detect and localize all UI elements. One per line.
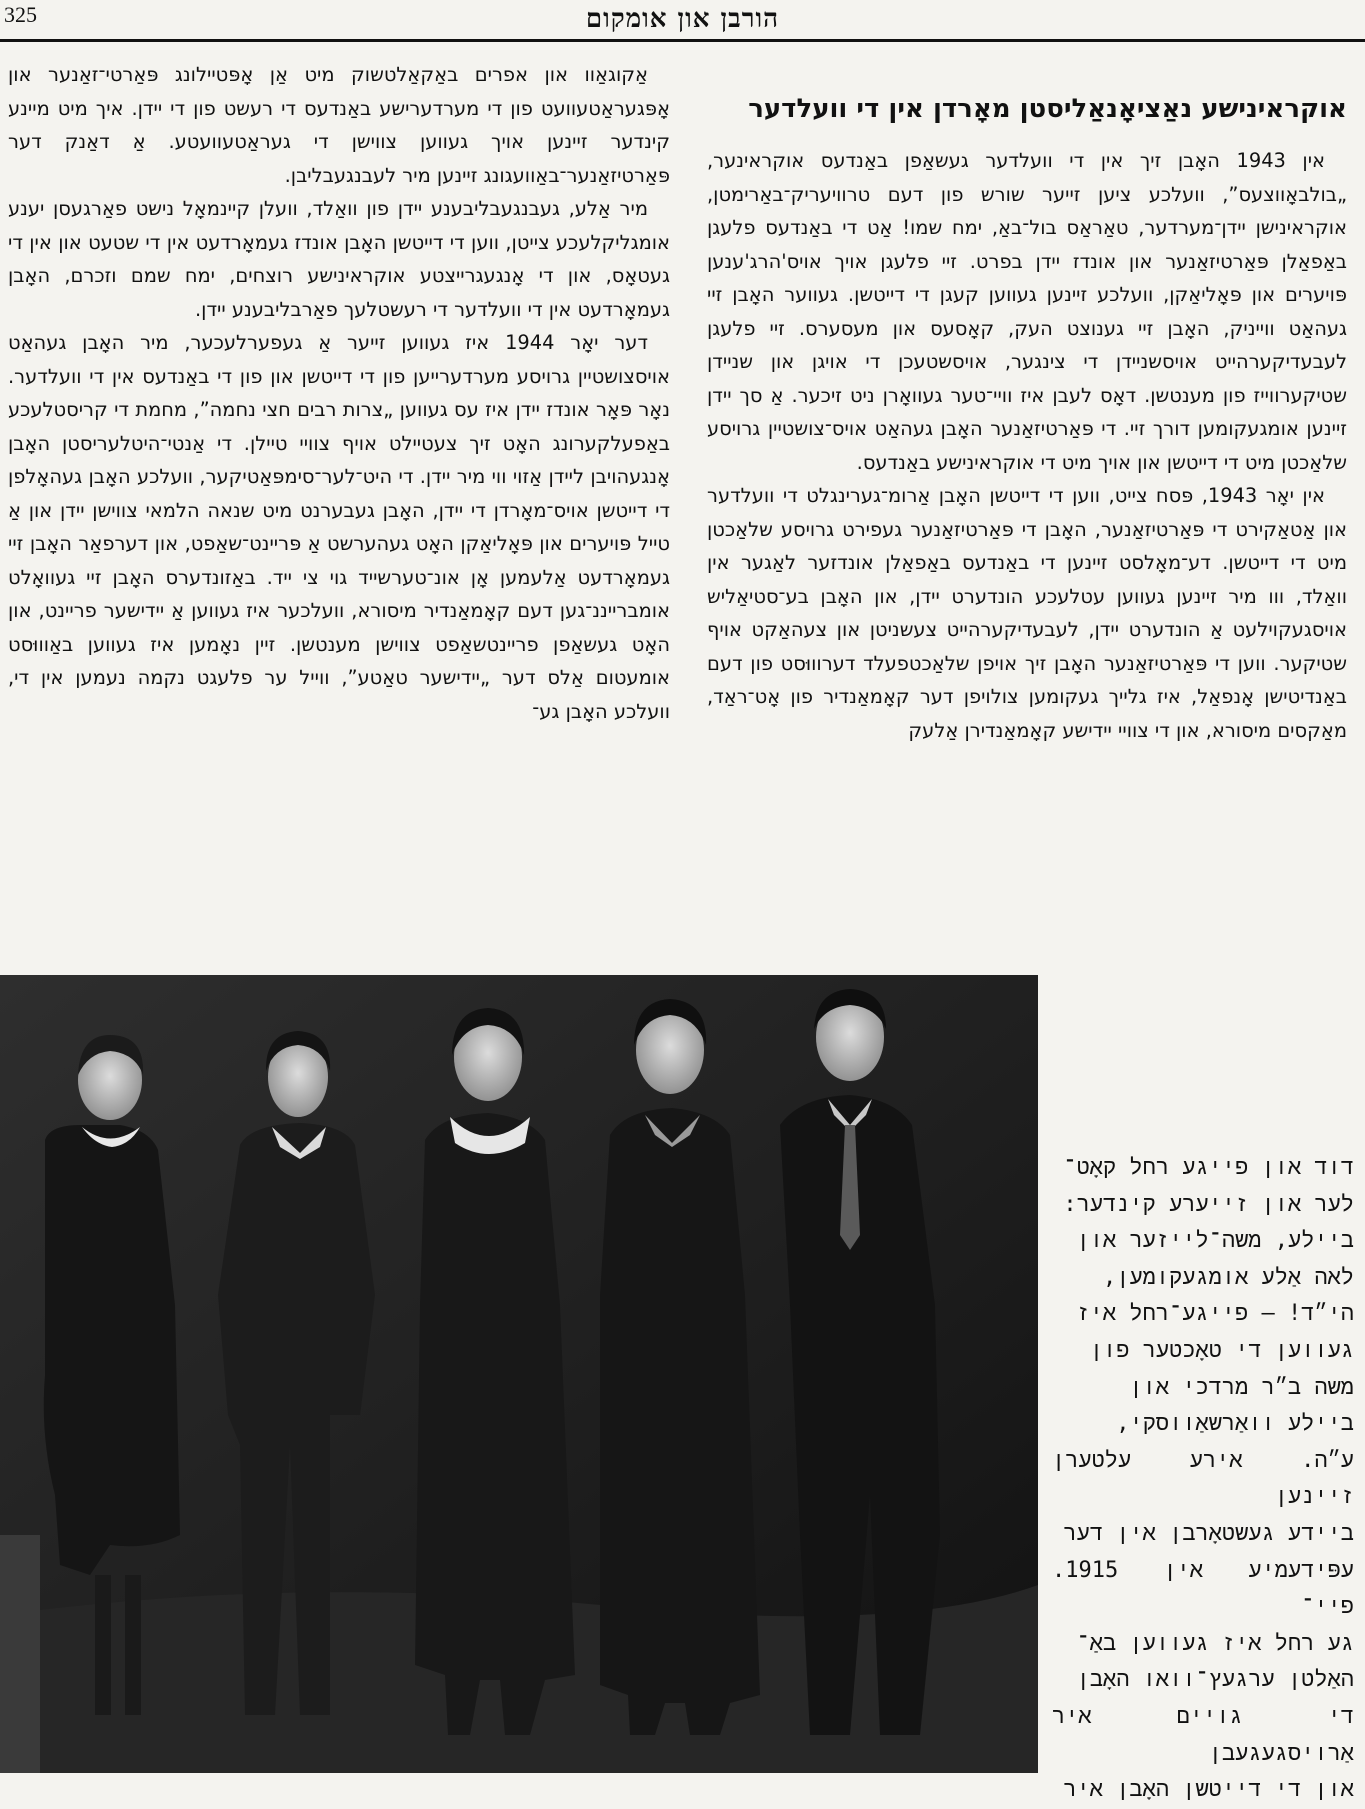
page-number: 325 [4,2,37,28]
header-rule [0,39,1365,42]
running-title: הורבן און אומקום [0,4,1365,34]
paragraph: מיר אַלע, געבנגעבליבענע יידן פון וואַלד, וועלן קיינמאָל נישט פאַרגעסן יענע אומגליקלעכע צייטן, ווען די דייטשן האָבן אונדז געמאָרדעט אין די שטעט און אין די געטאָס, און די אָנגעגרייצטע אוקראינישע רוצחים, ימח שמם וזכרם, האָבן געמאָרדעט אין די וועלדער די רעשטלעך פאַרבליבענע יידן. [8,192,670,326]
photo-caption [1052,1150,1354,1809]
caption-line: לאה אַלע אומגעקומען, [1052,1260,1354,1297]
caption-line: ביידע געשטאָרבן אין דער [1052,1516,1354,1553]
paragraph: אין 1943 האָבן זיך אין די וועלדער געשאַפן באַנדעס אוקראינער, „בולבאָווצעס”, וועלכע ציען זייער שורש פון דעם טרוויעריק־באַרימטן, אוקראינישן יידן־מערדער, טאַראַס בול־באַ, ימח שמו! אַט די באַנדעס פלעגן באַפאַלן פּאַרטיזאַנער און אונדז יידן בפרט. זיי פלעגן אויך אויס'הרג'ענען פּויערים און פּאָליאַקן, וועלכע זיינען געווען קעגן די דייטשן. געווער האָבן זיי געהאַט ווייניק, האָבן זיי גענוצט העק, קאָסעס און מעסערס. זיי פלעגן לעבעדיקערהייט אויסשניידן די צינגער, אויסשטעכן די אויגן און שניידן שטיקערווייז פון מענטשן. דאָס לעבן איז וויי־טער געוואָרן ניט זיכער. אַ סך יידן זיינען אומגעקומען דורך זיי. די פּאַרטיזאַנער האָבן געהאַט אויס־צושטיין גרויסע שלאַכטן מיט די דייטשן און אויך מיט די אוקראינישע באַנדעס. [707,144,1347,479]
caption-line: ביילע וואַרשאַווסקי, [1052,1406,1354,1443]
caption-line: און די דייטשן האָבן איר [1052,1772,1354,1809]
running-head [0,0,1365,40]
caption-line: ביילע, משה־לייזער און [1052,1223,1354,1260]
caption-line: הי״ד! — פייגע־רחל איז [1052,1296,1354,1333]
paragraph: אַקוגאַוו און אפרים באַקאַלטשוק מיט אַן אָפּטיילונג פּאַרטי־זאַנער און אָפּגעראַטעוועט פון די מערדערישע באַנדעס די רעשט פון די יידן. איך מיט מיינע קינדער זיינען אויך געווען צווישן די געראַטעוועטע. אַ דאַנק דער פּאַרטיזאַנער־באַוועגונג זיינען מיר לעבנגעבליבן. [8,58,670,192]
left-column [8,58,670,728]
caption-line: האַלטן ערגעץ־וואו האָבן [1052,1662,1354,1699]
family-photograph [0,975,1038,1773]
right-column [707,78,1347,747]
caption-line: דוד און פייגע רחל קאָט־ [1052,1150,1354,1187]
photo-illustration [0,975,1038,1773]
caption-line: עפּידעמיע אין 1915. פיי־ [1052,1553,1354,1626]
caption-line: די גויים איר אַרויסגעגעבן [1052,1699,1354,1772]
caption-line: לער און זייערע קינדער: [1052,1187,1354,1224]
caption-line: משה ב״ר מרדכי און [1052,1370,1354,1407]
section-heading: אוקראינישע נאַציאָנאַליסטן מאָרדן אין די וועלדער [707,92,1347,126]
paragraph: אין יאָר 1943, פּסח צייט, ווען די דייטשן האָבן אַרומ־גערינגלט די וועלדער און אַטאַקירט די פּאַרטיזאַנער, האָבן די פּאַרטיזאַנער געפירט גרויסע שלאַכטן מיט די דייטשן. דע־מאָלסט זיינען די באַנדעס באַפאַלן אונדזער לאַגער אין וואַלד, ווו מיר זיינען געווען עטלעכע הונדערט יידן, און האָבן בע־סטיאַליש אויסגעקוילעט אַ הונדערט יידן, לעבעדיקערהייט צעשניטן און צעהאַקט אויף שטיקער. ווען די פּאַרטיזאַנער האָבן זיך אויפן שלאַכטפעלד דערוווּסט פון דעם באַנדיטישן אָנפאַל, איז גלייך געקומען צולויפן דער קאָמאַנדיר פון אָט־ראַד, מאַקסים מיסורא, און די צוויי יידישע קאָמאַנדירן אַלעק [707,479,1347,747]
caption-line: ע״ה. אירע עלטערן זיינען [1052,1443,1354,1516]
caption-line: גע רחל איז געווען באַ־ [1052,1626,1354,1663]
caption-line: געווען די טאָכטער פון [1052,1333,1354,1370]
paragraph: דער יאָר 1944 איז געווען זייער אַ געפערלעכער, מיר האָבן געהאַט אויסצושטיין גרויסע מערדערייען פון די דייטשן און פון די באַנדעס אין די וועלדער. נאָר פּאָר אונדז יידן איז עס געווען „צרות רבים חצי נחמה”, מחמת די קריסטלעכע באַפעלקערונג האָט זיך צעטיילט אויף צוויי טיילן. די אַנטי־היטלעריסטן האָבן אָנגעהויבן ליידן אַזוי ווי מיר יידן. די היט־לער־סימפּאַטיקער, וועלכע האָבן געהאָלפן די דייטשן אויס־מאָרדן די יידן, האָבן געבערנט מיט שנאה הלמאי צווישן יידן און אַ טייל פּויערים און פּאָליאַקן האָט געהערשט אַ פּריינט־שאַפט, און דערפאַר האָבן זיי געמאָרדעט אַלעמען אָן אונ־טערשייד גוי צי ייד. באַזונדערס האָבן זיי געוואָלט אומברייננ־גען דעם קאָמאַנדיר מיסורא, וועלכער איז געווען אַ יידישער פריינט, און האָט געשאַפן פריינטשאַפט צווישן מענטשן. זיין נאָמען איז געווען באַוווּסט אומעטום אַלס דער „יידישער טאַטע”, ווייל ער פלעגט נקמה נעמען אין די, וועלכע האָבן גע־ [8,326,670,728]
